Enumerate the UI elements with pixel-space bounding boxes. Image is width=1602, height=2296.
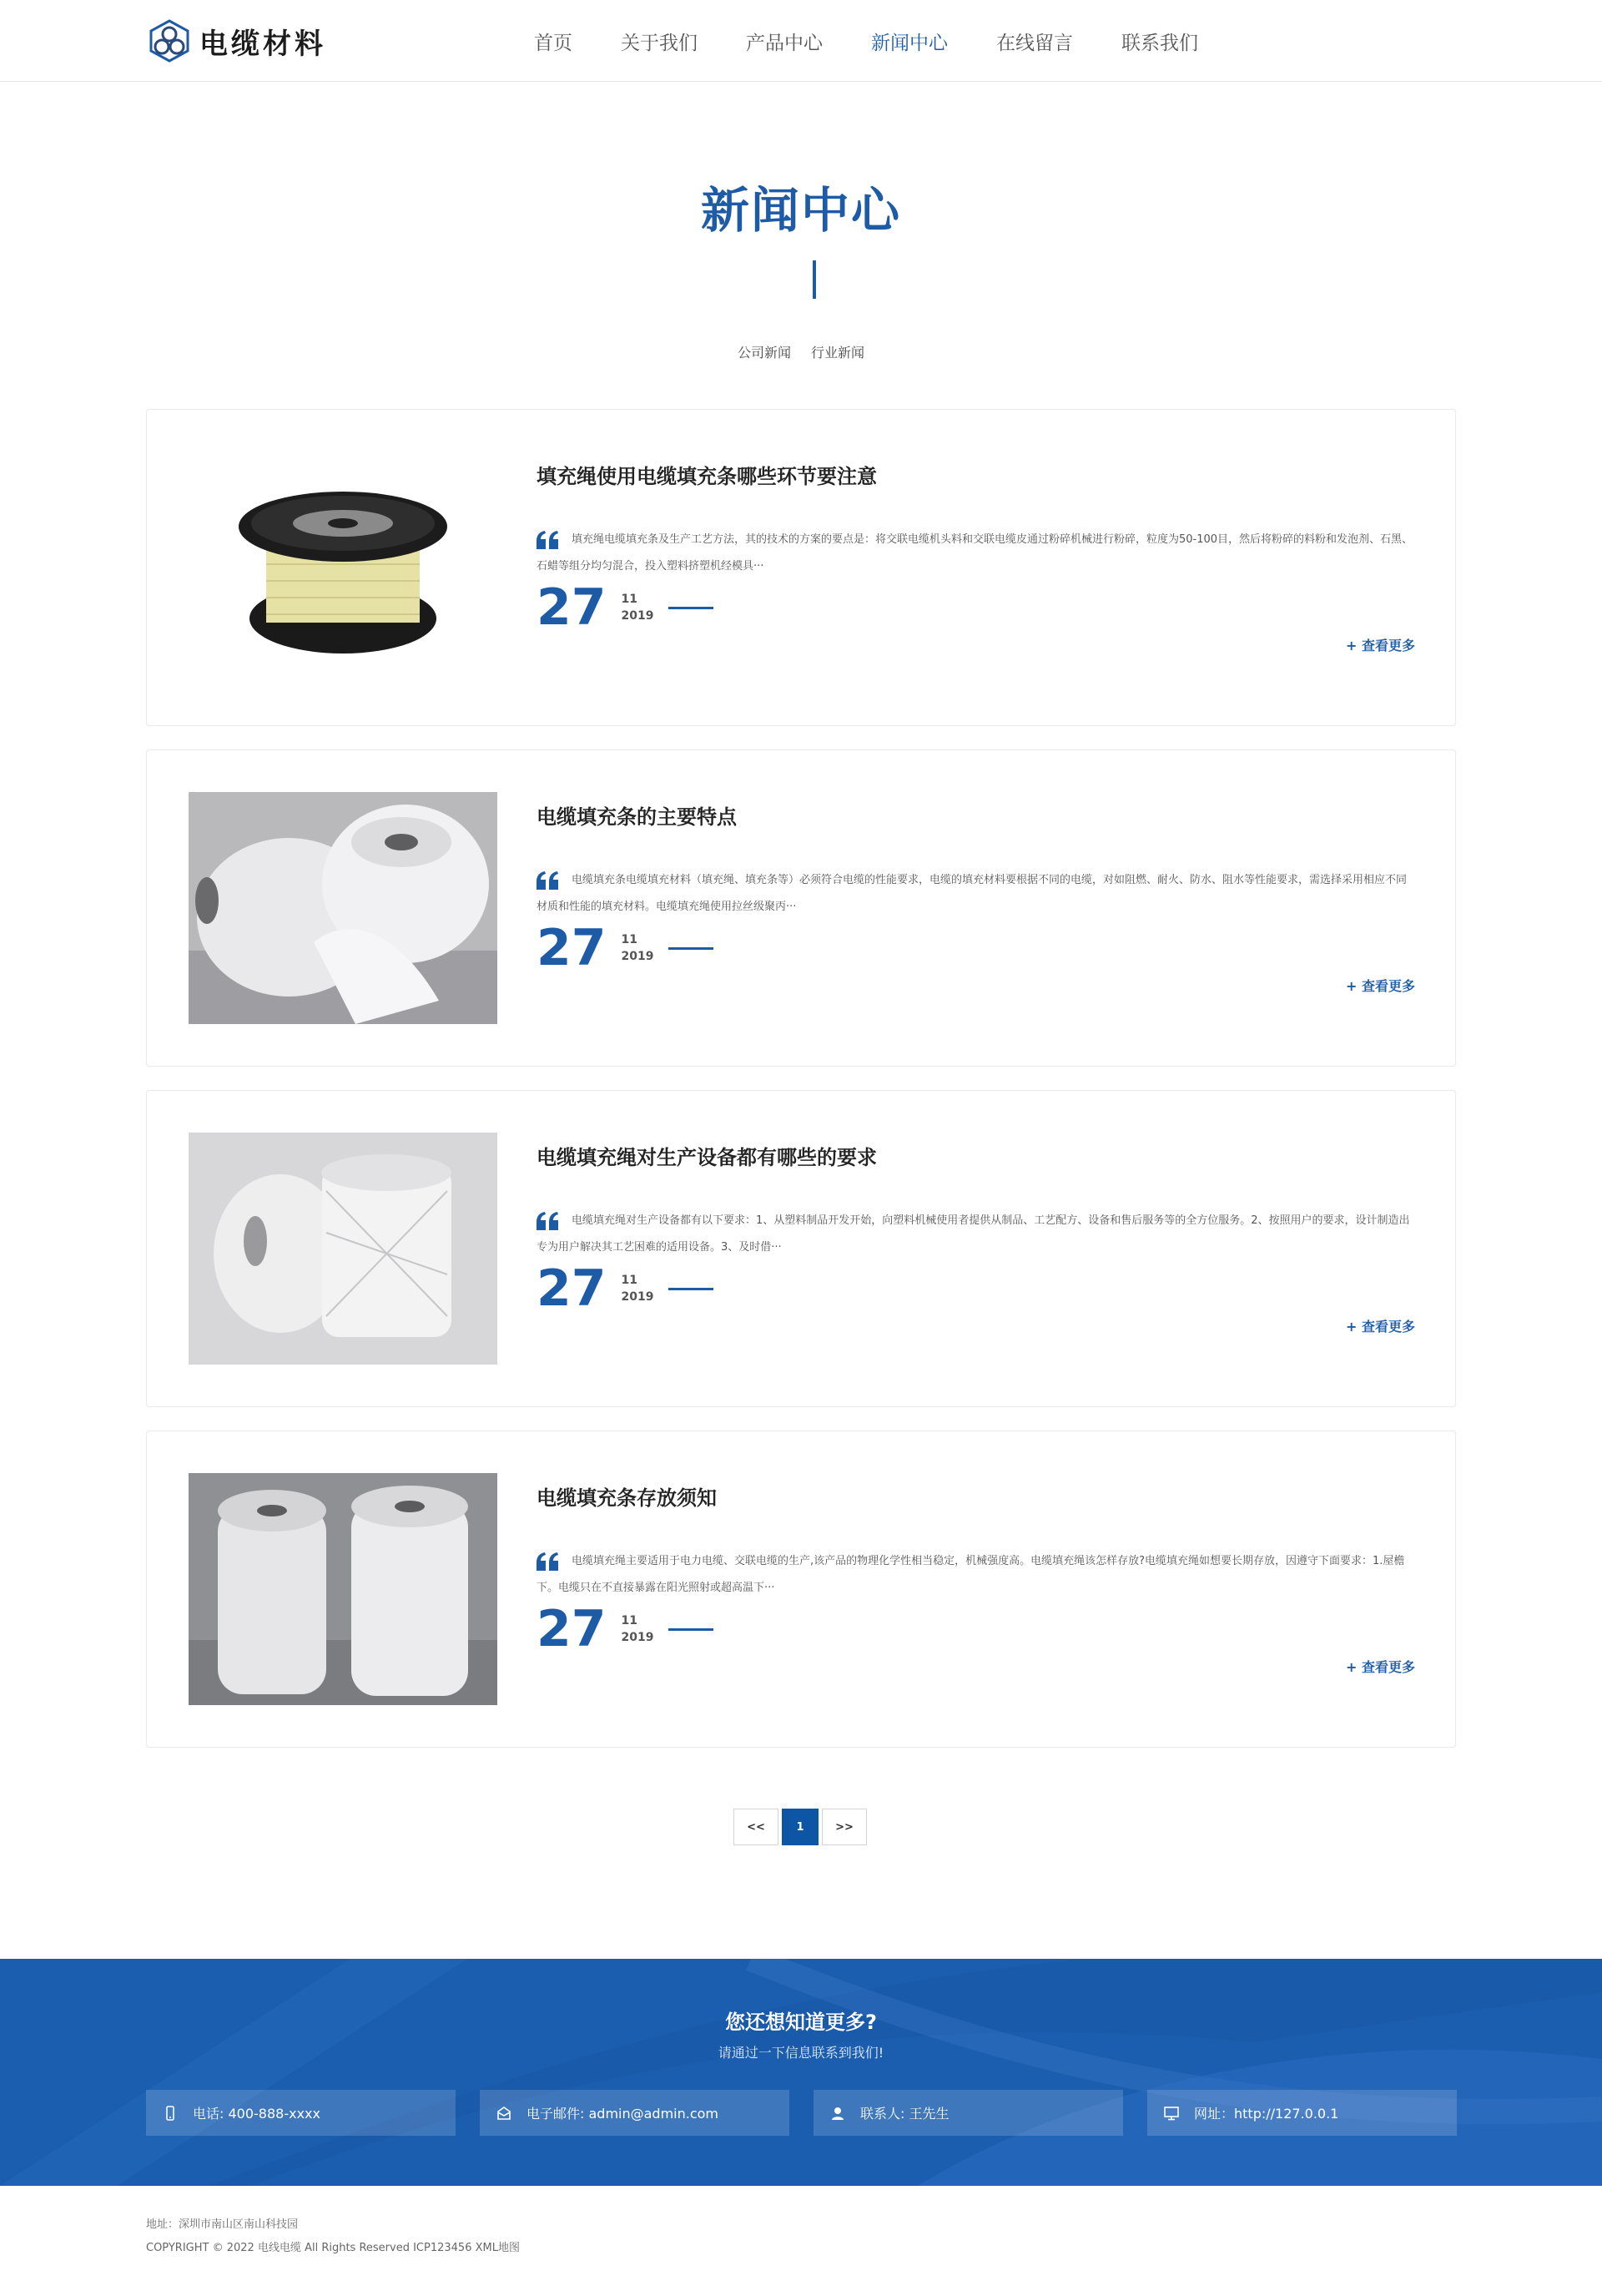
news-item[interactable]	[146, 1431, 1456, 1748]
main-nav	[534, 0, 1247, 82]
contact-person	[814, 2090, 1123, 2136]
news-summary	[537, 867, 1417, 921]
news-summary	[537, 527, 1417, 580]
read-more-link[interactable]: + 查看更多	[1346, 1659, 1415, 1675]
footer-contact-band	[0, 1959, 1602, 2186]
page-title: 新闻中心	[700, 182, 901, 239]
news-summary	[537, 1208, 1417, 1261]
mail-icon	[496, 2106, 511, 2121]
contact-phone-text: 电话: 400-888-xxxx	[193, 2106, 320, 2122]
news-list	[146, 409, 1456, 1771]
news-thumbnail[interactable]	[189, 1473, 497, 1705]
date-year: 2019	[621, 1290, 654, 1304]
news-summary-text: 电缆填充条电缆填充材料（填充绳、填充条等）必须符合电缆的性能要求，电缆的填充材料要根据不同的电缆，对如阻燃、耐火、防水、阻水等性能要求，需选择采用相应不同材质和性能的填充材料。电缆填充绳使用拉丝级聚丙···	[537, 874, 1408, 913]
contact-email-text: 电子邮件: admin@admin.com	[526, 2106, 719, 2122]
date-month: 11	[621, 1614, 637, 1627]
date-line	[668, 607, 713, 609]
tab-industry-news[interactable]: 行业新闻	[811, 345, 865, 361]
footer-background-pattern	[0, 1959, 1602, 2186]
contact-website-text: 网址：http://127.0.0.1	[1194, 2106, 1339, 2122]
read-more-link[interactable]: + 查看更多	[1346, 1319, 1415, 1335]
next-page-button[interactable]: >>	[822, 1809, 867, 1845]
date-day: 27	[537, 578, 607, 637]
contact-person-text: 联系人: 王先生	[860, 2106, 950, 2122]
cable-spool-image	[189, 452, 497, 684]
news-thumbnail[interactable]	[189, 452, 497, 684]
category-tabs	[0, 342, 1602, 361]
prev-page-button[interactable]: <<	[733, 1809, 778, 1845]
date-year: 2019	[621, 950, 654, 963]
news-title[interactable]: 电缆填充条的主要特点	[537, 805, 737, 829]
news-title[interactable]: 电缆填充条存放须知	[537, 1486, 717, 1510]
nav-products[interactable]: 产品中心	[746, 32, 823, 54]
news-item[interactable]	[146, 409, 1456, 726]
date-month: 11	[621, 933, 637, 946]
nav-about[interactable]: 关于我们	[621, 32, 698, 54]
quote-icon	[537, 871, 558, 890]
nav-home[interactable]: 首页	[534, 32, 572, 54]
monitor-icon	[1164, 2106, 1179, 2121]
footer-address: 地址：深圳市南山区南山科技园	[146, 2218, 299, 2231]
footer-title: 您还想知道更多?	[725, 2011, 877, 2034]
quote-icon	[537, 1552, 558, 1571]
date-year: 2019	[621, 609, 654, 623]
date-day: 27	[537, 1600, 607, 1658]
contact-boxes	[146, 2090, 1481, 2136]
news-title[interactable]: 电缆填充绳对生产设备都有哪些的要求	[537, 1146, 877, 1169]
logo-text: 电缆材料	[199, 27, 326, 61]
date-month: 11	[621, 593, 637, 606]
contact-phone	[146, 2090, 456, 2136]
logo-icon	[146, 18, 193, 64]
news-date	[537, 578, 713, 637]
news-summary-text: 填充绳电缆填充条及生产工艺方法，其的技术的方案的要点是：将交联电缆机头料和交联电缆皮通过粉碎机械进行粉碎，粒度为50-100目，然后将粉碎的料粉和发泡剂、石黑、石蜡等组分均匀混合，投入塑料挤塑机经模具···	[537, 533, 1413, 573]
news-summary-text: 电缆填充绳主要适用于电力电缆、交联电缆的生产,该产品的物理化学性相当稳定，机械强度高。电缆填充绳该怎样存放?电缆填充绳如想要长期存放，因遵守下面要求：1.屋檐下。电缆只在不直接暴露在阳光照射或超高温下···	[537, 1555, 1405, 1594]
news-item[interactable]	[146, 749, 1456, 1067]
news-date	[537, 919, 713, 977]
phone-icon	[163, 2106, 178, 2121]
news-item[interactable]	[146, 1090, 1456, 1407]
news-summary	[537, 1548, 1417, 1602]
date-line	[668, 1288, 713, 1290]
date-year: 2019	[621, 1631, 654, 1644]
read-more-link[interactable]: + 查看更多	[1346, 638, 1415, 653]
title-divider	[813, 260, 816, 299]
date-line	[668, 947, 713, 950]
news-thumbnail[interactable]	[189, 792, 497, 1024]
person-icon	[830, 2106, 845, 2121]
site-header	[0, 0, 1602, 82]
page-1-button[interactable]: 1	[782, 1809, 819, 1845]
quote-icon	[537, 531, 558, 549]
tab-company-news[interactable]: 公司新闻	[737, 345, 791, 361]
date-month: 11	[621, 1274, 637, 1287]
news-title[interactable]: 填充绳使用电缆填充条哪些环节要注意	[537, 465, 877, 488]
date-line	[668, 1628, 713, 1631]
footer-subtitle: 请通过一下信息联系到我们!	[718, 2045, 884, 2061]
read-more-link[interactable]: + 查看更多	[1346, 978, 1415, 994]
nav-contact[interactable]: 联系我们	[1121, 32, 1198, 54]
quote-icon	[537, 1212, 558, 1230]
footer-bottom	[146, 2213, 520, 2260]
footer-copyright: COPYRIGHT © 2022 电线电缆 All Rights Reserved ICP123456 XML地图	[146, 2242, 520, 2254]
filler-rope-image	[189, 792, 497, 1024]
nav-news[interactable]: 新闻中心	[871, 32, 948, 54]
date-day: 27	[537, 919, 607, 977]
news-date	[537, 1259, 713, 1318]
logo[interactable]	[146, 17, 326, 65]
contact-email	[480, 2090, 789, 2136]
contact-website	[1147, 2090, 1457, 2136]
news-thumbnail[interactable]	[189, 1133, 497, 1365]
nav-message[interactable]: 在线留言	[996, 32, 1073, 54]
filler-rope-image	[189, 1473, 497, 1705]
pagination	[733, 1809, 870, 1845]
filler-rope-image	[189, 1133, 497, 1365]
news-date	[537, 1600, 713, 1658]
date-day: 27	[537, 1259, 607, 1318]
news-summary-text: 电缆填充绳对生产设备都有以下要求：1、从塑料制品开发开始，向塑料机械使用者提供从制品、工艺配方、设备和售后服务等的全方位服务。2、按照用户的要求，设计制造出专为用户解决其工艺困难的适用设备。3、及时借···	[537, 1214, 1410, 1254]
